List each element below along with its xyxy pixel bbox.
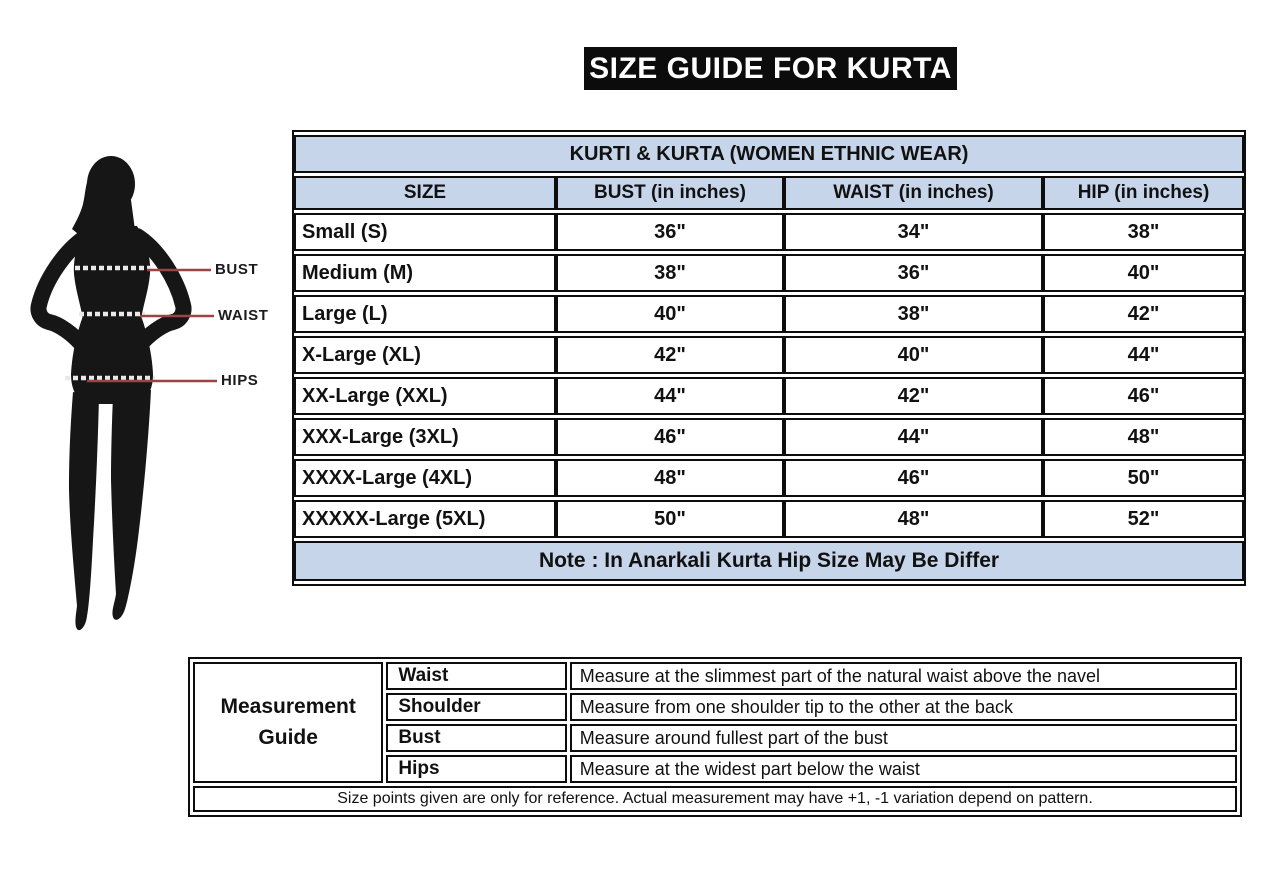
guide-label-shoulder: Shoulder [386,693,566,721]
bust-value-cell: 44" [556,377,784,415]
bust-value-cell: 36" [556,213,784,251]
size-name-cell: Small (S) [294,213,556,251]
waist-value-cell: 44" [784,418,1043,456]
table-row [294,254,1244,292]
size-name-cell: X-Large (XL) [294,336,556,374]
bust-value-cell: 40" [556,295,784,333]
size-name-cell: XXXX-Large (4XL) [294,459,556,497]
guide-desc-shoulder: Measure from one shoulder tip to the other at the back [570,693,1237,721]
size-name-cell: XXX-Large (3XL) [294,418,556,456]
hip-value-cell: 38" [1043,213,1244,251]
reference-footnote: Size points given are only for reference. Actual measurement may have +1, -1 variation depend on pattern. [193,786,1237,812]
page-title: SIZE GUIDE FOR KURTA [584,47,957,90]
waist-value-cell: 36" [784,254,1043,292]
table-row [294,295,1244,333]
guide-desc-waist: Measure at the slimmest part of the natural waist above the navel [570,662,1237,690]
hip-value-cell: 44" [1043,336,1244,374]
anarkali-note: Note : In Anarkali Kurta Hip Size May Be Differ [294,541,1244,581]
size-name-cell: XXXXX-Large (5XL) [294,500,556,538]
column-header-row [294,176,1244,210]
size-name-cell: Medium (M) [294,254,556,292]
column-header-waist: WAIST (in inches) [784,176,1043,210]
woman-silhouette-figure [25,150,245,640]
waist-value-cell: 40" [784,336,1043,374]
waist-value-cell: 48" [784,500,1043,538]
waist-value-cell: 46" [784,459,1043,497]
hips-label: HIPS [221,372,259,389]
column-header-bust: BUST (in inches) [556,176,784,210]
waist-label: WAIST [218,307,269,324]
bust-value-cell: 46" [556,418,784,456]
bust-value-cell: 48" [556,459,784,497]
waist-value-cell: 42" [784,377,1043,415]
bust-value-cell: 42" [556,336,784,374]
table-row [294,377,1244,415]
hip-value-cell: 50" [1043,459,1244,497]
silhouette-torso [74,226,150,322]
silhouette-right-leg [111,390,151,620]
table-row [294,500,1244,538]
waist-value-cell: 38" [784,295,1043,333]
bust-label: BUST [215,261,259,278]
table-row [294,418,1244,456]
size-chart-table [292,130,1246,586]
hip-value-cell: 52" [1043,500,1244,538]
silhouette-hips [71,316,153,404]
size-name-cell: XX-Large (XXL) [294,377,556,415]
guide-row [193,662,1237,690]
size-name-cell: Large (L) [294,295,556,333]
guide-label-waist: Waist [386,662,566,690]
hip-value-cell: 42" [1043,295,1244,333]
guide-desc-bust: Measure around fullest part of the bust [570,724,1237,752]
silhouette-left-leg [69,392,99,630]
hip-value-cell: 40" [1043,254,1244,292]
measurement-guide-table [188,657,1242,817]
guide-label-hips: Hips [386,755,566,783]
column-header-hip: HIP (in inches) [1043,176,1244,210]
measurement-guide-title: Measurement Guide [193,662,383,783]
hip-value-cell: 46" [1043,377,1244,415]
table-row [294,336,1244,374]
guide-label-bust: Bust [386,724,566,752]
waist-value-cell: 34" [784,213,1043,251]
table-row [294,213,1244,251]
bust-value-cell: 50" [556,500,784,538]
column-header-size: SIZE [294,176,556,210]
table-row [294,459,1244,497]
size-chart-title: KURTI & KURTA (WOMEN ETHNIC WEAR) [294,135,1244,173]
bust-value-cell: 38" [556,254,784,292]
hip-value-cell: 48" [1043,418,1244,456]
guide-desc-hips: Measure at the widest part below the waist [570,755,1237,783]
